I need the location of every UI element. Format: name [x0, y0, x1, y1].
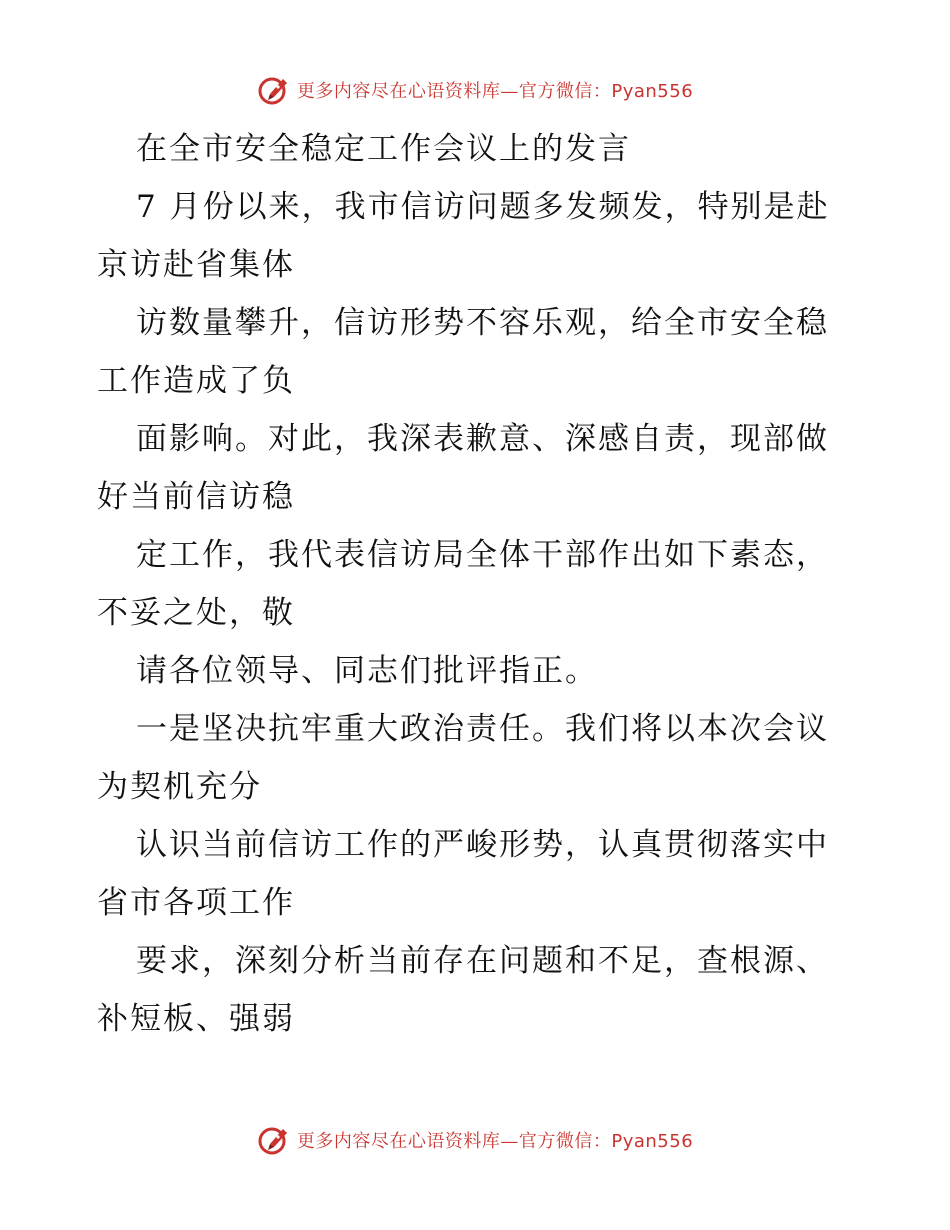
text-line: 定工作，我代表信访局全体干部作出如下素态， — [136, 537, 829, 573]
footer-watermark — [0, 1120, 950, 1160]
watermark-text — [297, 77, 693, 103]
text-line: 好当前信访稳 — [97, 479, 295, 515]
watermark-wechat-id: Pyan556 — [611, 1131, 694, 1152]
text-line: 7 月份以来，我市信访问题多发频发，特别是赴 — [136, 189, 830, 225]
text-line: 工作造成了负 — [97, 363, 295, 399]
watermark-official-label: 官方微信： — [518, 1131, 612, 1152]
text-line: 一是坚决抗牢重大政治责任。我们将以本次会议 — [136, 711, 829, 747]
document-body — [97, 120, 857, 1048]
watermark-dash: — — [500, 81, 519, 102]
text-line: 补短板、强弱 — [97, 1001, 295, 1037]
pen-nib-circle-icon — [257, 73, 291, 107]
text-line: 省市各项工作 — [97, 885, 295, 921]
watermark-brand: 更多内容尽在心语资料库 — [296, 81, 501, 102]
text-line: 京访赴省集体 — [97, 247, 295, 283]
watermark-brand: 更多内容尽在心语资料库 — [296, 1131, 501, 1152]
text-line: 面影响。对此，我深表歉意、深感自责，现部做 — [136, 421, 829, 457]
document-title: 在全市安全稳定工作会议上的发言 — [136, 131, 631, 167]
text-line: 认识当前信访工作的严峻形势，认真贯彻落实中 — [136, 827, 829, 863]
text-line: 要求，深刻分析当前存在问题和不足，查根源、 — [136, 943, 829, 979]
watermark-text — [297, 1127, 693, 1153]
watermark-wechat-id: Pyan556 — [611, 81, 694, 102]
watermark-dash: — — [500, 1131, 519, 1152]
text-line: 请各位领导、同志们批评指正。 — [136, 653, 598, 689]
text-line: 为契机充分 — [97, 769, 262, 805]
text-line: 不妥之处，敬 — [97, 595, 295, 631]
text-line: 访数量攀升，信访形势不容乐观，给全市安全稳 — [136, 305, 829, 341]
watermark-official-label: 官方微信： — [518, 81, 612, 102]
header-watermark — [0, 70, 950, 110]
pen-nib-circle-icon — [257, 1123, 291, 1157]
